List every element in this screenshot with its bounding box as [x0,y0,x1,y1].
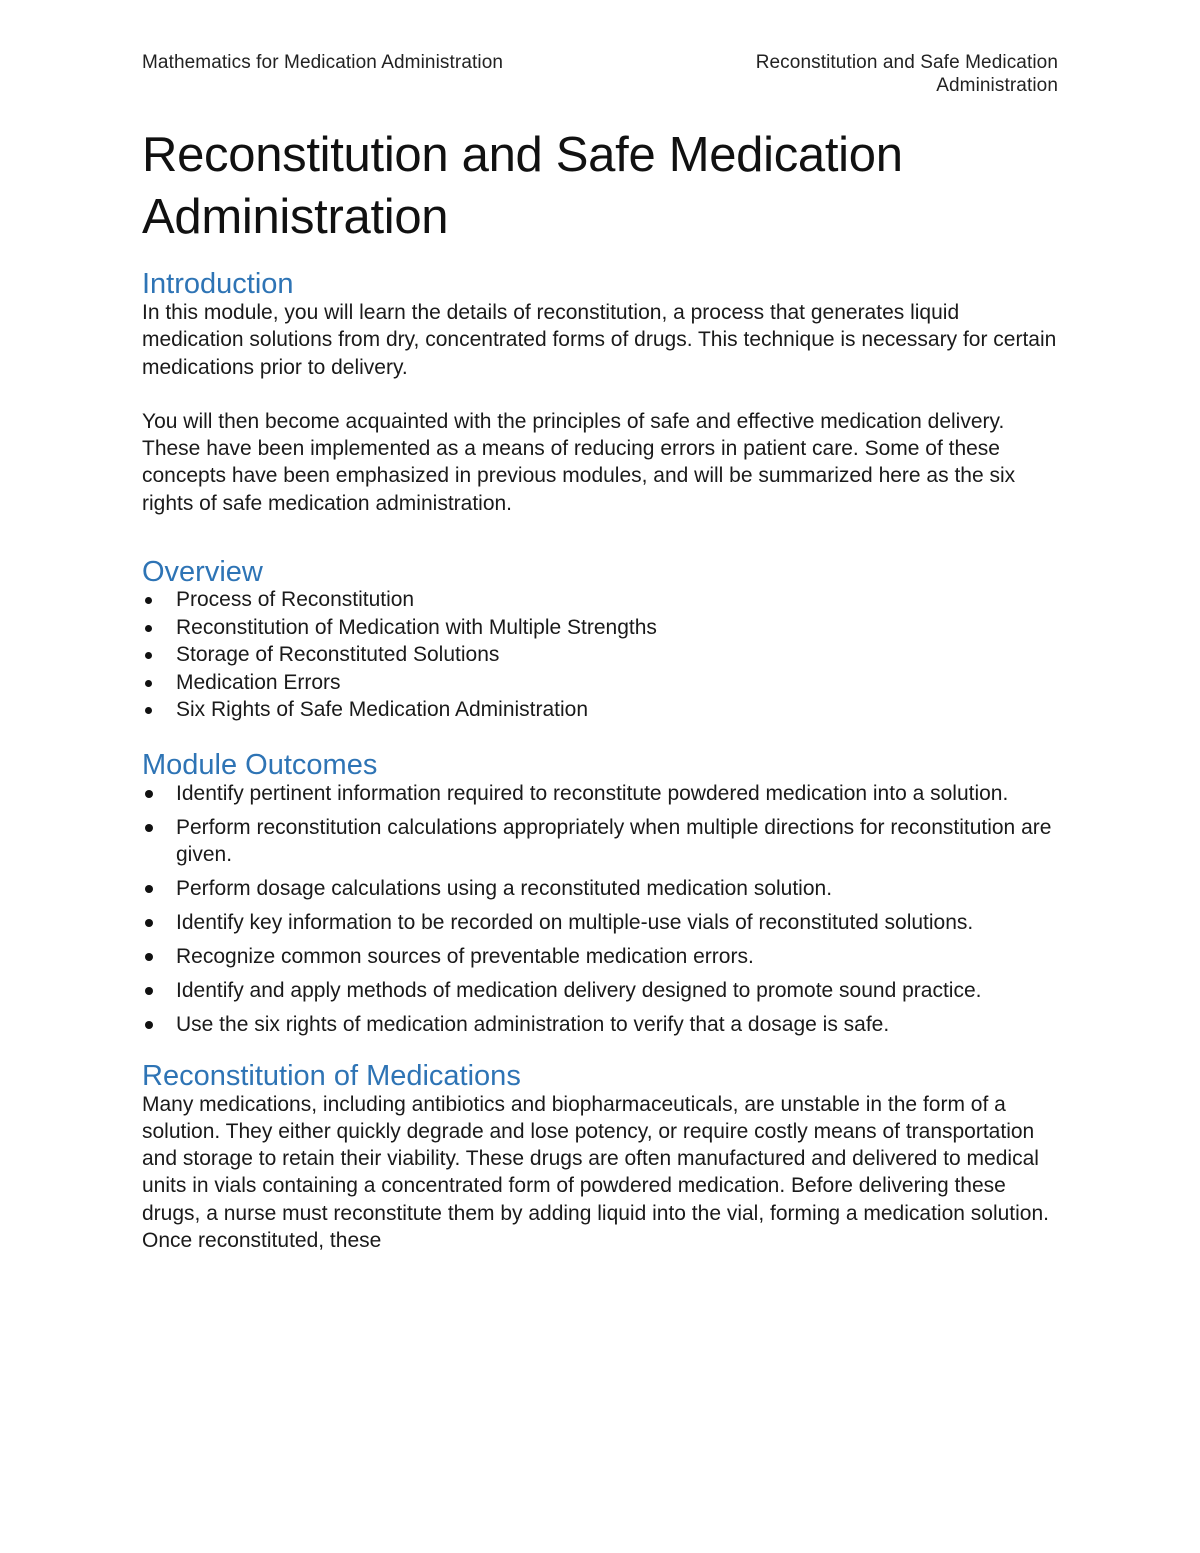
outcome-item-text: Use the six rights of medication administration to verify that a dosage is safe. [176,1013,890,1037]
overview-list [142,586,1062,724]
overview-item [142,641,1062,669]
bullet-icon [145,790,153,798]
overview-item-text: Storage of Reconstituted Solutions [176,643,500,667]
bullet-icon [145,824,153,832]
outcome-item [142,977,1062,1005]
overview-heading: Overview [142,556,263,589]
outcome-item-text: Identify pertinent information required to reconstitute powdered medication into a solution. [176,781,1009,805]
introduction-paragraph-1: In this module, you will learn the details of reconstitution, a process that generates liquid medication solutions from dry, concentrated forms of drugs. This technique is necessary for certain medications prior to delivery. [142,301,1057,379]
bullet-icon [145,652,152,659]
document-body [142,124,1062,1254]
outcome-item [142,943,1062,971]
outcome-item [142,909,1062,937]
page-title: Reconstitution and Safe Medication Administration [142,128,903,244]
outcome-item-text: Identify key information to be recorded on multiple-use vials of reconstituted solutions. [176,911,974,935]
bullet-icon [145,919,153,927]
bullet-icon [145,987,153,995]
overview-item-text: Medication Errors [176,670,341,694]
module-outcomes-heading: Module Outcomes [142,748,378,781]
running-header-left: Mathematics for Medication Administration [142,52,504,73]
overview-item-text: Six Rights of Safe Medication Administration [176,698,589,722]
reconstitution-heading: Reconstitution of Medications [142,1059,521,1092]
running-header-right: Reconstitution and Safe Medication Administration [755,52,1058,96]
outcome-item [142,875,1062,903]
bullet-icon [145,680,152,687]
outcome-item-text: Identify and apply methods of medication delivery designed to promote sound practice. [176,979,982,1003]
outcome-item-text: Perform dosage calculations using a reconstituted medication solution. [176,877,833,901]
bullet-icon [145,597,152,604]
outcome-item [142,1011,1062,1039]
overview-item [142,614,1062,642]
reconstitution-paragraph: Many medications, including antibiotics and biopharmaceuticals, are unstable in the form of a solution. They either quickly degrade and lose potency, or require costly means of transportation and storage to retain their viability. These drugs are often manufactured and delivered to medical units in vials containing a concentrated form of powdered medication. Before delivering these drugs, a nurse must reconstitute them by adding liquid into the vial, forming a medication solution. Once reconstituted, these [142,1092,1049,1253]
bullet-icon [145,707,152,714]
outcome-item-text: Recognize common sources of preventable medication errors. [176,945,754,969]
bullet-icon [145,953,153,961]
outcome-item [142,814,1062,869]
overview-item [142,669,1062,697]
bullet-icon [145,885,153,893]
overview-item-text: Reconstitution of Medication with Multiple Strengths [176,615,657,639]
introduction-paragraph-2: You will then become acquainted with the principles of safe and effective medication delivery. These have been implemented as a means of reducing errors in patient care. Some of these concepts have been emphasized in previous modules, and will be summarized here as the six rights of safe medication administration. [142,409,1016,515]
outcomes-list [142,780,1062,1039]
bullet-icon [145,1021,153,1029]
outcome-item-text: Perform reconstitution calculations appropriately when multiple directions for reconstitution are given. [176,815,1052,867]
overview-item [142,586,1062,614]
outcome-item [142,780,1062,808]
overview-item-text: Process of Reconstitution [176,588,415,612]
introduction-heading: Introduction [142,268,294,300]
overview-item [142,696,1062,724]
bullet-icon [145,625,152,632]
